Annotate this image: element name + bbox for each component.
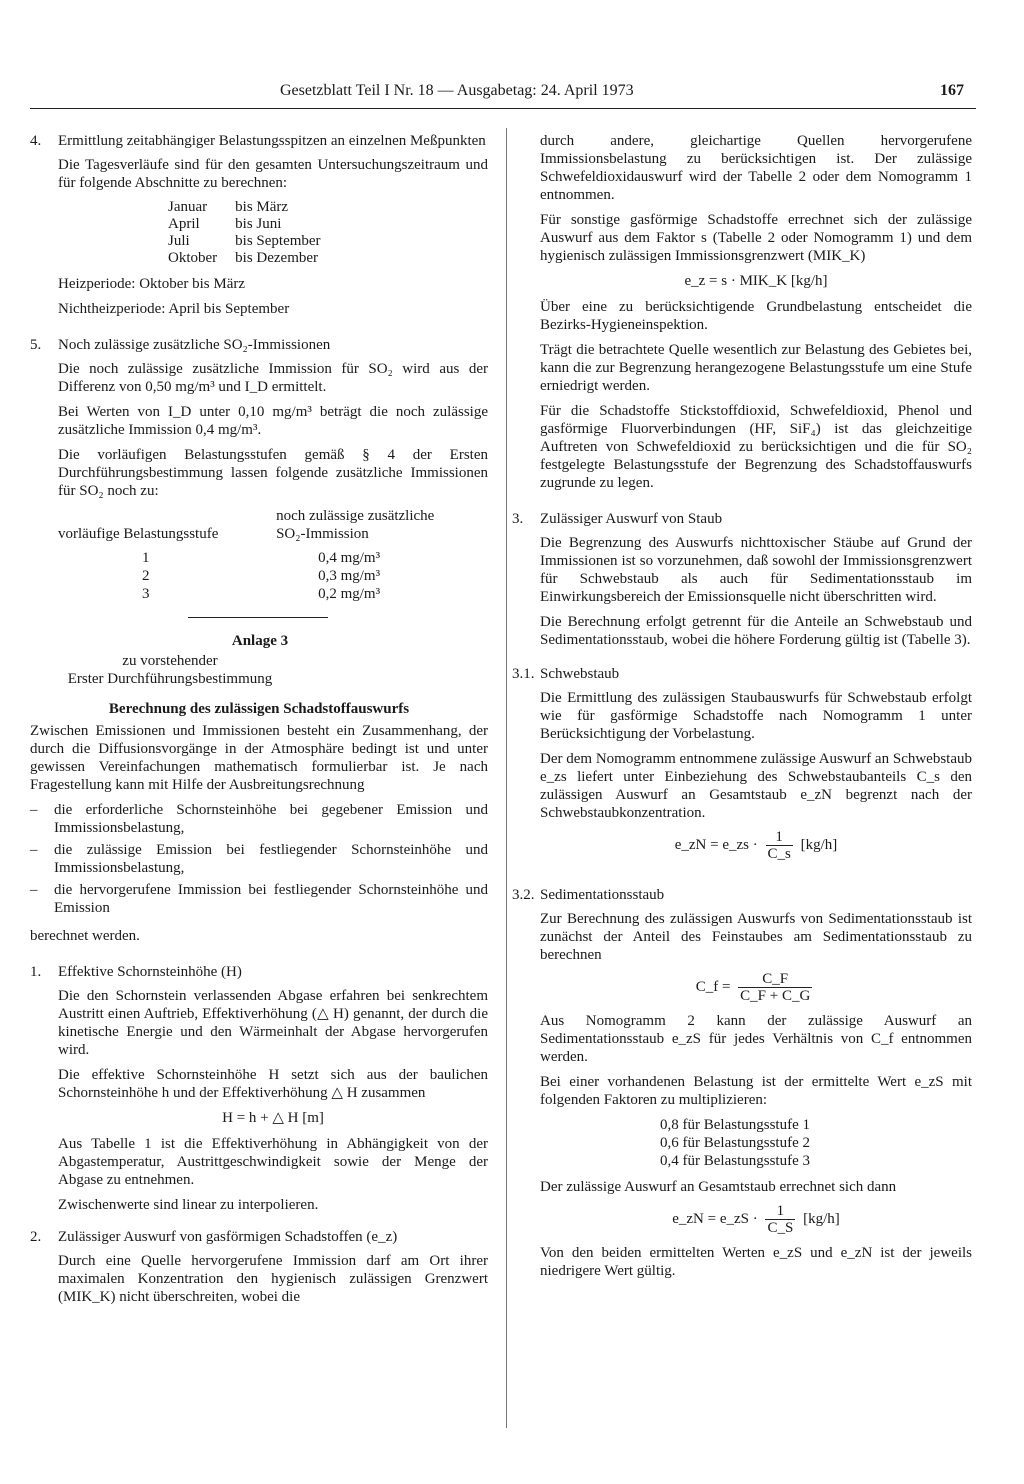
paragraph: Die effektive Schornsteinhöhe H setzt sich aus der baulichen Schornsteinhöhe h und der Effektiverhöhung △ H zusammen <box>58 1067 488 1101</box>
formula-unit: [kg/h] <box>803 1210 840 1227</box>
table-cell: bis Dezember <box>235 250 319 266</box>
formula-lhs: e_zN = e_zS · <box>672 1210 758 1227</box>
page-number: 167 <box>940 82 964 99</box>
fraction-numerator: 1 <box>765 1203 795 1220</box>
fraction-numerator: 1 <box>766 829 793 846</box>
paragraph: Für die Schadstoffe Stickstoffdioxid, Schwefeldioxid, Phenol und gasförmige Fluorverbindungen (HF, SiF₄) ist das gleichzeitige Auftreten von Schwefeldioxid zu berücksichtigen und die für SO₂ festgelegte Belastungsstufe der Begrenzung des Schadstoffauswurfs zugrunde zu legen. <box>540 403 972 491</box>
table-header: noch zulässige zusätzliche <box>276 508 435 524</box>
table-cell: 0,2 mg/m³ <box>318 586 381 602</box>
right-column <box>512 132 972 1287</box>
paragraph: Zur Berechnung des zulässigen Auswurfs von Sedimentationsstaub ist zunächst der Anteil des Feinstaubes am Sedimentationsstaub zu berechnen <box>540 911 972 963</box>
paragraph: Die Tagesverläufe sind für den gesamten Untersuchungszeitraum und für folgende Abschnitte zu berechnen: <box>58 157 488 191</box>
list-item: 0,4 für Belastungsstufe 3 <box>660 1153 810 1169</box>
paragraph: Der zulässige Auswurf an Gesamtstaub errechnet sich dann <box>540 1179 897 1195</box>
formula: e_z = s · MIK_K [kg/h] <box>684 273 828 289</box>
table-cell: Januar <box>168 199 208 215</box>
section-number: 4. <box>30 133 42 149</box>
paragraph: Über eine zu berücksichtigende Grundbelastung entscheidet die Bezirks-Hygieneinspektion. <box>540 299 972 333</box>
section-3 <box>512 510 972 649</box>
section-title: Zulässiger Auswurf von gasförmigen Schadstoffen (e_z) <box>58 1229 398 1245</box>
fraction <box>765 1203 795 1236</box>
paragraph: Die den Schornstein verlassenden Abgase erfahren bei senkrechtem Austritt einen Auftrieb, Effektiverhöhung (△ H) genannt, der durch die kinetische Energie und den Wärmeinhalt der Abgase hervorgerufen wird. <box>58 988 488 1058</box>
fraction-denominator: C_S <box>767 1220 794 1236</box>
formula <box>540 829 972 862</box>
section-rule <box>188 617 328 618</box>
list-item-text: die hervorgerufene Immission bei festliegender Schornsteinhöhe und Emission <box>54 882 488 916</box>
section-number: 5. <box>30 337 42 353</box>
list-item: 0,6 für Belastungsstufe 2 <box>660 1135 810 1151</box>
section-number: 3.1. <box>512 666 535 682</box>
paragraph: Die Berechnung erfolgt getrennt für die Anteile an Schwebstaub und Sedimentationsstaub, wobei die höhere Forderung gültig ist (Tabelle 3). <box>540 614 972 648</box>
fraction-numerator: C_F <box>738 971 812 988</box>
paragraph: Die vorläufigen Belastungsstufen gemäß § 4 der Ersten Durchführungsbestimmung lassen folgende zusätzliche Immissionen für SO₂ noch zu: <box>58 447 488 499</box>
formula <box>540 1203 972 1236</box>
section-number: 3. <box>512 511 524 527</box>
paragraph: Zwischen Emissionen und Immissionen besteht ein Zusammenhang, der durch die Diffusionsvorgänge in der Atmosphäre bedingt ist und unter gewissen Vereinfachungen mathematisch formulierbar ist. Je nach Fragestellung kann mit Hilfe der Ausbreitungsrechnung <box>30 723 488 793</box>
list-item: – die hervorgerufene Immission bei festliegender Schornsteinhöhe und Emission <box>30 882 488 916</box>
paragraph: Für sonstige gasförmige Schadstoffe errechnet sich der zulässige Auswurf aus dem Faktor s (Tabelle 2 oder Nomogramm 1) und dem hygienisch zulässigen Immissionsgrenzwert (MIK_K) <box>540 212 972 264</box>
annex-subtitle-line: Erster Durchführungsbestimmung <box>67 671 273 687</box>
annex-subtitle-line: zu vorstehender <box>122 653 218 669</box>
annex-heading-title: Berechnung des zulässigen Schadstoffauswurfs <box>108 701 410 717</box>
paragraph: Der dem Nomogramm entnommene zulässige Auswurf an Schwebstaub e_zs liefert unter Einbeziehung des Schwebstaubanteils C_s den zulässigen Auswurf an Gesamtstaub e_zN begrenzt nach der Schwebstaubkonzentration. <box>540 751 972 821</box>
paragraph: Nichtheizperiode: April bis September <box>58 301 290 317</box>
page-header <box>30 82 970 102</box>
header-title: Gesetzblatt Teil I Nr. 18 — Ausgabetag: 24. April 1973 <box>280 82 634 99</box>
table-header: vorläufige Belastungsstufe <box>58 526 219 542</box>
section-3-2 <box>512 886 972 1280</box>
table-cell: Juli <box>168 233 190 249</box>
table-row <box>30 567 470 585</box>
period-table <box>168 199 339 267</box>
paragraph: Bei einer vorhandenen Belastung ist der ermittelte Wert e_zS mit folgenden Faktoren zu multiplizieren: <box>540 1074 972 1108</box>
fraction-denominator: C_F + C_G <box>740 988 811 1004</box>
paragraph: Die noch zulässige zusätzliche Immission für SO₂ wird aus der Differenz von 0,50 mg/m³ und I_D ermittelt. <box>58 361 488 395</box>
table-cell: Oktober <box>168 250 218 266</box>
table-row <box>168 233 339 250</box>
section-1 <box>30 963 488 1214</box>
header-rule <box>30 108 976 109</box>
section-number: 1. <box>30 964 42 980</box>
table-cell: 1 <box>142 550 150 566</box>
table-cell: April <box>168 216 200 232</box>
table-header-row <box>30 507 470 525</box>
list-item-text: die erforderliche Schornsteinhöhe bei gegebener Emission und Immissionsbelastung, <box>54 802 488 836</box>
annex-heading <box>30 632 488 650</box>
table-cell: bis September <box>235 233 321 249</box>
annex-title: Anlage 3 <box>231 633 289 649</box>
section-2 <box>30 1228 488 1306</box>
table-row <box>168 250 339 267</box>
section-title: Schwebstaub <box>540 666 620 682</box>
list-item: – die erforderliche Schornsteinhöhe bei gegebener Emission und Immissionsbelastung, <box>30 802 488 836</box>
section-number: 2. <box>30 1229 42 1245</box>
table-row <box>30 543 470 567</box>
formula-lhs: e_zN = e_zs · <box>674 836 758 853</box>
section-5 <box>30 336 488 500</box>
table-cell: 0,3 mg/m³ <box>318 568 381 584</box>
table-cell: 2 <box>142 568 150 584</box>
table-row <box>30 585 470 603</box>
table-header: SO₂-Immission <box>276 526 369 542</box>
table-header-row <box>30 525 470 543</box>
factor-list <box>660 1116 972 1170</box>
list-item: 0,8 für Belastungsstufe 1 <box>660 1117 810 1133</box>
section-title: Sedimentationsstaub <box>540 887 665 903</box>
fraction <box>766 829 793 862</box>
paragraph: berechnet werden. <box>30 928 140 944</box>
paragraph: Zwischenwerte sind linear zu interpolieren. <box>58 1197 319 1213</box>
section-title: Ermittlung zeitabhängiger Belastungsspitzen an einzelnen Meßpunkten <box>58 133 486 149</box>
formula-unit: [kg/h] <box>800 836 838 853</box>
section-4 <box>30 132 488 318</box>
section-2-continued <box>512 132 972 492</box>
paragraph: Heizperiode: Oktober bis März <box>58 276 246 292</box>
section-number: 3.2. <box>512 887 535 903</box>
paragraph: Aus Tabelle 1 ist die Effektiverhöhung in Abhängigkeit von der Abgastemperatur, Austrittgeschwindigkeit sowie der Menge der Abgase zu entnehmen. <box>58 1136 488 1188</box>
table-cell: 0,4 mg/m³ <box>318 550 381 566</box>
section-title: Effektive Schornsteinhöhe (H) <box>58 964 242 980</box>
list-item-text: die zulässige Emission bei festliegender Schornsteinhöhe und Immissionsbelastung, <box>54 842 488 876</box>
table-cell: bis März <box>235 199 289 215</box>
annex-subtitle <box>30 652 310 688</box>
paragraph: Von den beiden ermittelten Werten e_zS und e_zN ist der jeweils niedrigere Wert gültig. <box>540 1245 972 1279</box>
table-row <box>168 199 339 216</box>
paragraph: Bei Werten von I_D unter 0,10 mg/m³ beträgt die noch zulässige zusätzliche Immission 0,4 mg/m³. <box>58 404 488 438</box>
table-cell: bis Juni <box>235 216 282 232</box>
so2-table <box>30 507 470 603</box>
paragraph: Trägt die betrachtete Quelle wesentlich zur Belastung des Gebietes bei, kann die zur Begrenzung herangezogene Belastungsstufe um eine Stufe erniedrigt werden. <box>540 342 972 394</box>
formula <box>540 971 972 1004</box>
table-row <box>168 216 339 233</box>
column-divider <box>506 128 507 1428</box>
section-3-1 <box>512 665 972 862</box>
paragraph: Die Ermittlung des zulässigen Staubauswurfs für Schwebstaub erfolgt wie für gasförmige Schadstoffe nach Nomogramm 1 unter Berücksichtigung der Vorbelastung. <box>540 690 972 742</box>
list-item: – die zulässige Emission bei festliegender Schornsteinhöhe und Immissionsbelastung, <box>30 842 488 876</box>
fraction-denominator: C_s <box>767 846 791 862</box>
formula-lhs: C_f = <box>695 978 731 995</box>
fraction <box>738 971 812 1004</box>
paragraph: Durch eine Quelle hervorgerufene Immission darf am Ort ihrer maximalen Konzentration den hygienisch zulässigen Grenzwert (MIK_K) nicht überschreiten, wobei die <box>58 1253 488 1305</box>
formula: H = h + △ H [m] <box>222 1110 324 1126</box>
table-cell: 3 <box>142 586 150 602</box>
section-title: Zulässiger Auswurf von Staub <box>540 511 723 527</box>
paragraph: Die Begrenzung des Auswurfs nichttoxischer Stäube auf Grund der Immissionen ist so vorzunehmen, daß sowohl der Immissionsgrenzwert für Schwebstaub als auch für Sedimentationsstaub im Einwirkungsbereich der Emissionsquelle nicht überschritten wird. <box>540 535 972 605</box>
paragraph: Aus Nomogramm 2 kann der zulässige Auswurf an Sedimentationsstaub e_zS für jedes Verhältnis von C_f entnommen werden. <box>540 1013 972 1065</box>
section-title: Noch zulässige zusätzliche SO₂-Immissionen <box>58 337 331 353</box>
paragraph: durch andere, gleichartige Quellen hervorgerufene Immissionsbelastung zu berücksichtigen ist. Der zulässige Schwefeldioxidauswurf wird der Tabelle 2 oder dem Nomogramm 1 entnommen. <box>540 133 972 203</box>
left-column <box>30 132 488 1313</box>
